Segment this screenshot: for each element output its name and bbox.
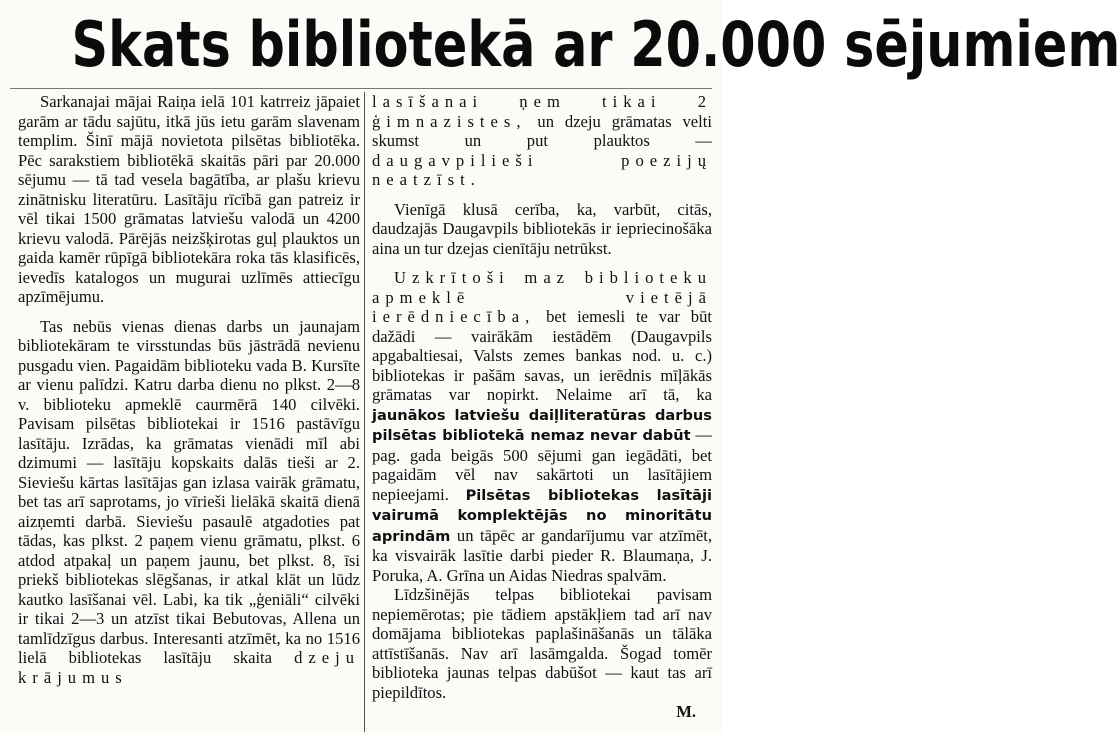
paragraph-2-text: Tas nebūs vienas dienas darbs un jaunajam bibliotekāram te virsstundas būs jāstrādā nevienu pusgadu vien. Pagaidām biblioteku vada B. Kursīte ar vienu palīdzi. Katru darba dienu no plkst. 2—8 v. biblioteku apmeklē caurmērā 140 cilvēki. Pavisam pilsētas bibliotekai ir 1516 pastāvīgu lasītāju. Izrādas, ka grāmatas vienādi mīl abi dzimumi — lasītāju kopskaits dalās tieši ar 2. Sieviešu kārtas lasītājas gan izlasa vairāk grāmatu, bet tas arī saprotams, jo vīrieši lielākā skaitā dienā aizņemti darbā. Sieviešu pasaulē atgadoties pat tādas, kas plkst. 2 paņem vienu grāmatu, plkst. 6 atdod atpakaļ un paņem jaunu, bet plkst. 8, īsi priekš bibliotekas slēgšanas, ir atkal klāt un lūdz kautko lasīšanai vēl. Labi, ka tik „ģeniāli“ cilvēki ir tikai 2—3 un atzīst tikai Bebutovas, Allena un tamlīdzīgus darbus. Interesanti atzīmēt, ka no 1516 lielā bibliotekas lasītāju skaita	[18, 316, 360, 667]
paragraph-1: Sarkanajai mājai Raiņa ielā 101 katrreiz jāpaiet garām ar tādu sajūtu, itkā jūs ietu garām slavenam templim. Šinī mājā novietota pilsētas bibliotēka. Pēc sarakstiem bibliotēkā skaitās pāri par 20.000 sējumu — tā tad vesela bagātība, ar plašu krievu zinātnisku literatūru. Lasītāju rīcībā gan patreiz ir vēl tikai 1500 grāmatas latviešu valodā un 4200 krievu valodā. Pārējās neizšķirotas guļ plauktos un gaida kamēr rūpīgā bibliotekāra roka tās klasificēs, ievedīs katalogos un mugurai uzlīmēs attiecīgu apzīmējumu.	[18, 92, 360, 306]
article-column-right	[372, 92, 712, 732]
spaced-emphasis: lasīšanai ņem tikai 2 ģimnazistes,	[372, 92, 712, 131]
headline: Skats bibliotekā ar 20.000 sējumiem	[71, 8, 1120, 81]
paragraph-3-text: un dzeju grāmatas velti skumst un put plauktos —	[372, 111, 713, 150]
article-column-left	[18, 92, 360, 732]
paragraph-5	[372, 268, 712, 585]
bold-emphasis: jaunākos latviešu daiļliteratūras darbus pilsētas bibliotekā nemaz nevar dabūt	[372, 406, 712, 444]
bold-emphasis: Pilsētas bibliotekas lasītāji vairumā komplektējās no minoritātu aprindām	[372, 486, 712, 545]
paragraph-5-text-c: un tāpēc ar gandarījumu var atzīmēt, ka visvairāk lasītie darbi pieder R. Blaumaņa, J. Poruka, A. Grīna un Aidas Niedras spalvām.	[372, 525, 712, 585]
paragraph-5-text-b: — pag. gada beigās 500 sējumi gan iegādāti, bet pagaidām vēl nav sakārtoti un lasītājiem nepieejami.	[372, 425, 712, 504]
column-divider	[364, 92, 365, 732]
paragraph-2	[18, 317, 360, 688]
spaced-emphasis: daugavpilieši poezijų neatzīst.	[372, 150, 712, 189]
paragraph-6: Līdzšinējās telpas bibliotekai pavisam nepiemērotas; pie tādiem apstākļiem tad arī nav domājama bibliotekas paplašināšanās un tālāka attīstīšanās. Nav arī lasāmgalda. Šogad tomēr biblioteka jaunas telpas dabūšot — kaut tas arī piepildītos.	[372, 585, 712, 702]
paragraph-5-text-a: bet iemesli te var būt dažādi — vairākām iestādēm (Daugavpils apgabaltiesai, Valsts zemes bankas nod. u. c.) bibliotekas ir pašām savas, un ierēdnis mīļākās grāmatas var nopirkt. Nelaime arī tā, ka	[372, 307, 712, 404]
spaced-emphasis: Uzkrītoši maz biblioteku apmeklē vietējā ierēdniecība,	[372, 268, 712, 326]
headline-rule	[10, 88, 712, 89]
paragraph-4: Vienīgā klusā cerība, ka, varbūt, citās, daudzajās Daugavpils bibliotekās ir iepriecinošāka aina un tur dzejas cienītāju netrūkst.	[372, 199, 712, 258]
spaced-emphasis: dzeju krājumus	[18, 648, 360, 687]
author-signature: M.	[676, 702, 696, 721]
paragraph-3	[372, 92, 712, 190]
